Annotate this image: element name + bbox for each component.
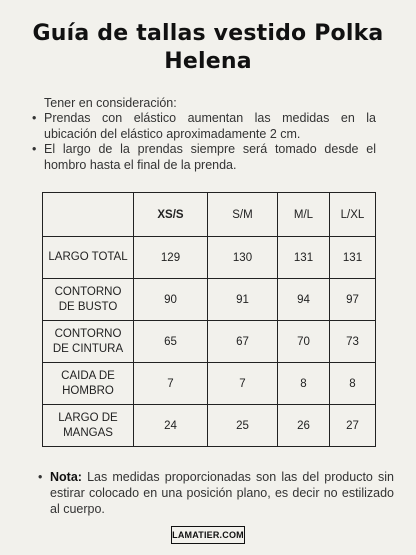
row-label: LARGO TOTAL [43,237,134,279]
list-item: • El largo de la prendas siempre será tomado desde el hombro hasta el final de la prenda. [32,142,376,173]
title-line-1: Guía de tallas vestido Polka [32,21,384,46]
page-title [0,20,416,76]
row-label: CAIDA DE HOMBRO [43,363,134,405]
table-cell: 70 [278,321,330,363]
header-size-s-m: S/M [208,193,278,237]
table-cell: 67 [208,321,278,363]
table-cell: 90 [134,279,208,321]
table-cell: 8 [278,363,330,405]
table-cell: 73 [330,321,376,363]
table-header-row [43,193,376,237]
list-item: • Prendas con elástico aumentan las medidas en la ubicación del elástico aproximadamente 2 cm. [32,111,376,142]
table-cell: 131 [278,237,330,279]
table-cell: 26 [278,405,330,447]
row-label: CONTORNO DE BUSTO [43,279,134,321]
table-cell: 8 [330,363,376,405]
table-cell: 24 [134,405,208,447]
table-cell: 7 [134,363,208,405]
table-cell: 27 [330,405,376,447]
table-cell: 91 [208,279,278,321]
intro-text: Tener en consideración: [44,96,177,110]
note-text: Las medidas proporcionadas son las del producto sin estirar colocado en una posición plano, es decir no estilizado al cuerpo. [50,470,394,516]
table-row [43,321,376,363]
table-cell: 130 [208,237,278,279]
header-size-l-xl: L/XL [330,193,376,237]
brand-website-link[interactable]: LAMATIER.COM [171,526,245,544]
table-cell: 7 [208,363,278,405]
table-row [43,363,376,405]
table-row [43,405,376,447]
table-cell: 65 [134,321,208,363]
row-label: CONTORNO DE CINTURA [43,321,134,363]
header-empty-cell [43,193,134,237]
consideration-list [32,111,376,173]
table-row [43,279,376,321]
table-cell: 129 [134,237,208,279]
note-paragraph [38,469,394,517]
table-cell: 94 [278,279,330,321]
table-cell: 131 [330,237,376,279]
row-label: LARGO DE MANGAS [43,405,134,447]
size-table [42,192,376,447]
table-row [43,237,376,279]
title-line-2: Helena [164,49,252,74]
table-cell: 25 [208,405,278,447]
header-size-m-l: M/L [278,193,330,237]
table-cell: 97 [330,279,376,321]
note-label: Nota: [50,470,82,484]
header-size-xs-s: XS/S [134,193,208,237]
